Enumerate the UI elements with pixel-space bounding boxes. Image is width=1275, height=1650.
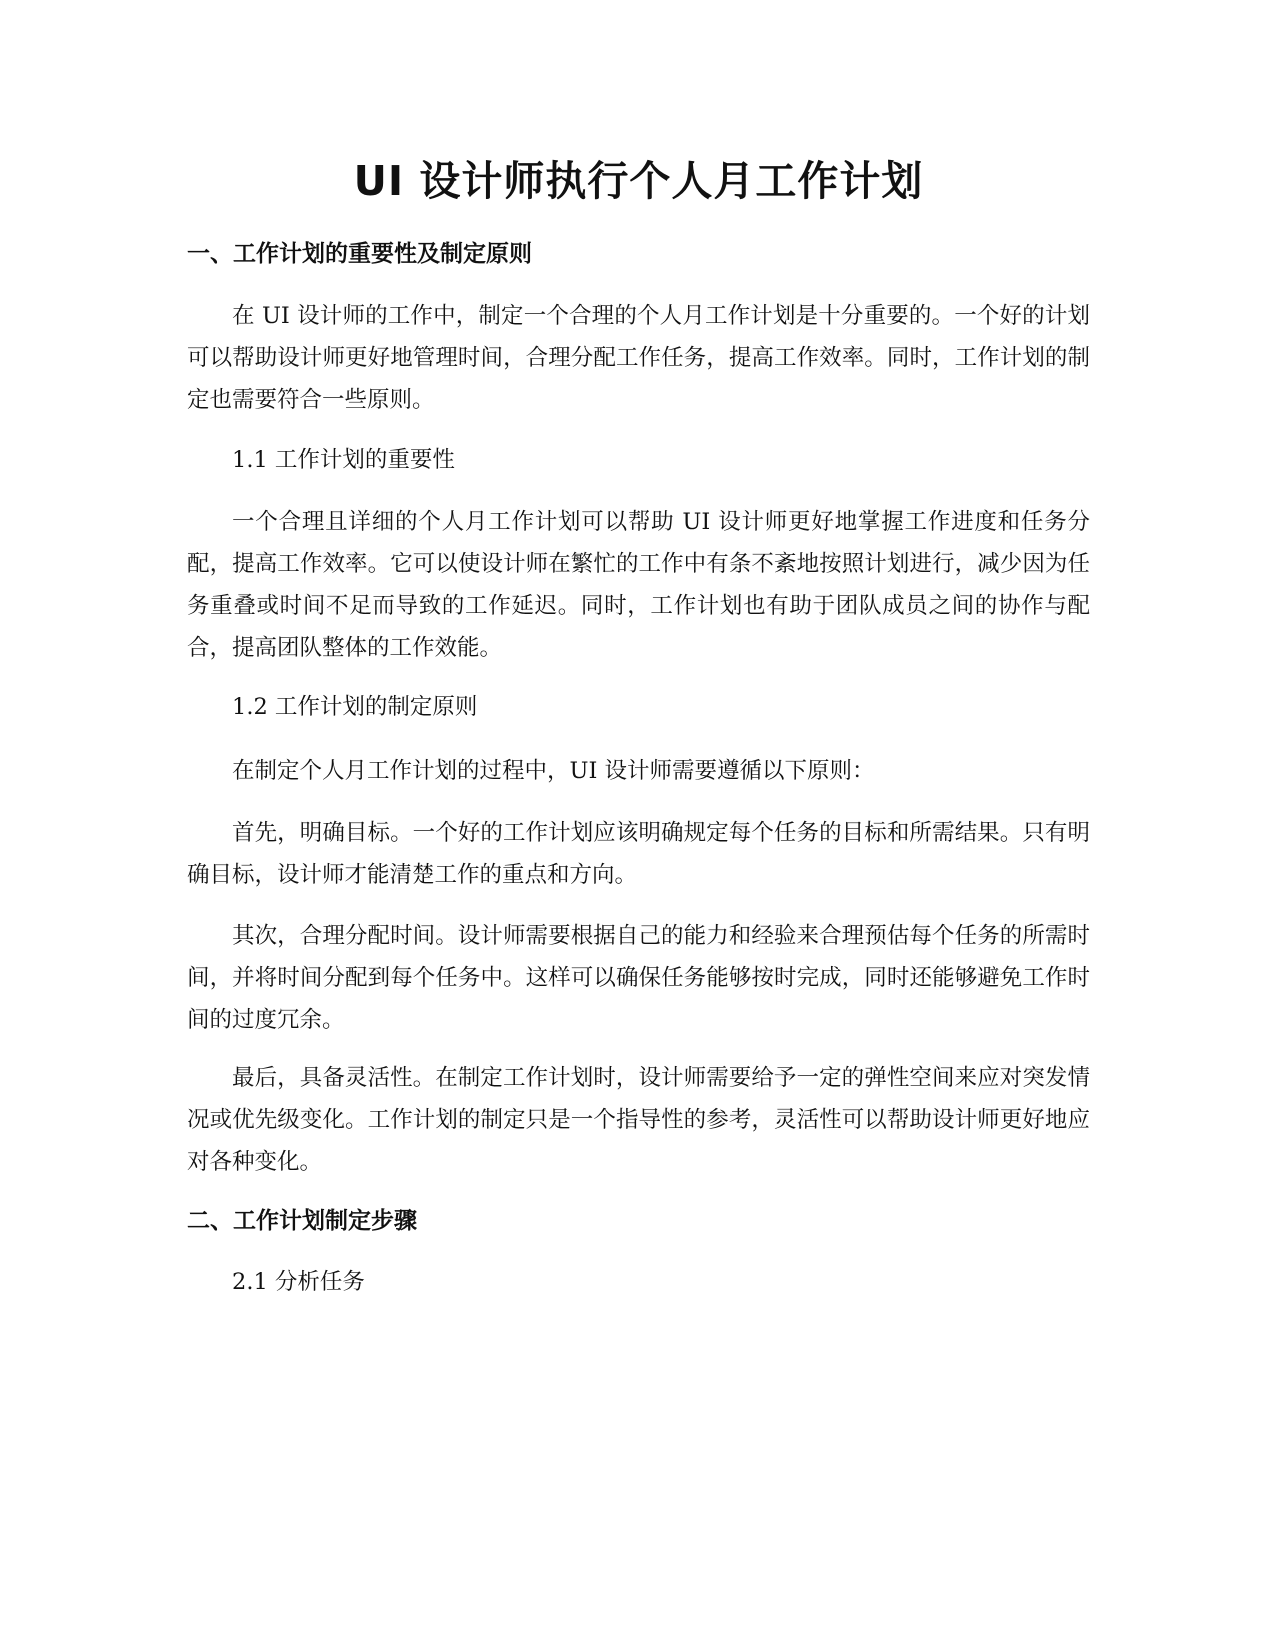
principle-flexibility-paragraph: 最后，具备灵活性。在制定工作计划时，设计师需要给予一定的弹性空间来应对突发情况或优先级变化。工作计划的制定只是一个指导性的参考，灵活性可以帮助设计师更好地应对各种变化。 bbox=[187, 1065, 1090, 1175]
section-1-heading: 一、工作计划的重要性及制定原则 bbox=[187, 241, 532, 267]
subsection-1-1-heading: 1.1 工作计划的重要性 bbox=[232, 447, 455, 473]
subsection-1-2-intro-paragraph: 在制定个人月工作计划的过程中，UI 设计师需要遵循以下原则： bbox=[232, 758, 875, 784]
subsection-1-1-paragraph: 一个合理且详细的个人月工作计划可以帮助 UI 设计师更好地掌握工作进度和任务分配，提高工作效率。它可以使设计师在繁忙的工作中有条不紊地按照计划进行，减少因为任务重叠或时间不足而导致的工作延迟。同时，工作计划也有助于团队成员之间的协作与配合，提高团队整体的工作效能。 bbox=[187, 509, 1090, 661]
section-2-heading: 二、工作计划制定步骤 bbox=[187, 1208, 417, 1234]
subsection-2-1-heading: 2.1 分析任务 bbox=[232, 1269, 365, 1295]
document-title: UI 设计师执行个人月工作计划 bbox=[353, 157, 924, 205]
principle-time-paragraph: 其次，合理分配时间。设计师需要根据自己的能力和经验来合理预估每个任务的所需时间，并将时间分配到每个任务中。这样可以确保任务能够按时完成，同时还能够避免工作时间的过度冗余。 bbox=[187, 923, 1090, 1033]
subsection-1-2-heading: 1.2 工作计划的制定原则 bbox=[232, 694, 478, 720]
principle-goal-paragraph: 首先，明确目标。一个好的工作计划应该明确规定每个任务的目标和所需结果。只有明确目标，设计师才能清楚工作的重点和方向。 bbox=[187, 820, 1090, 888]
section-1-intro-paragraph: 在 UI 设计师的工作中，制定一个合理的个人月工作计划是十分重要的。一个好的计划可以帮助设计师更好地管理时间，合理分配工作任务，提高工作效率。同时，工作计划的制定也需要符合一些原则。 bbox=[187, 303, 1090, 413]
